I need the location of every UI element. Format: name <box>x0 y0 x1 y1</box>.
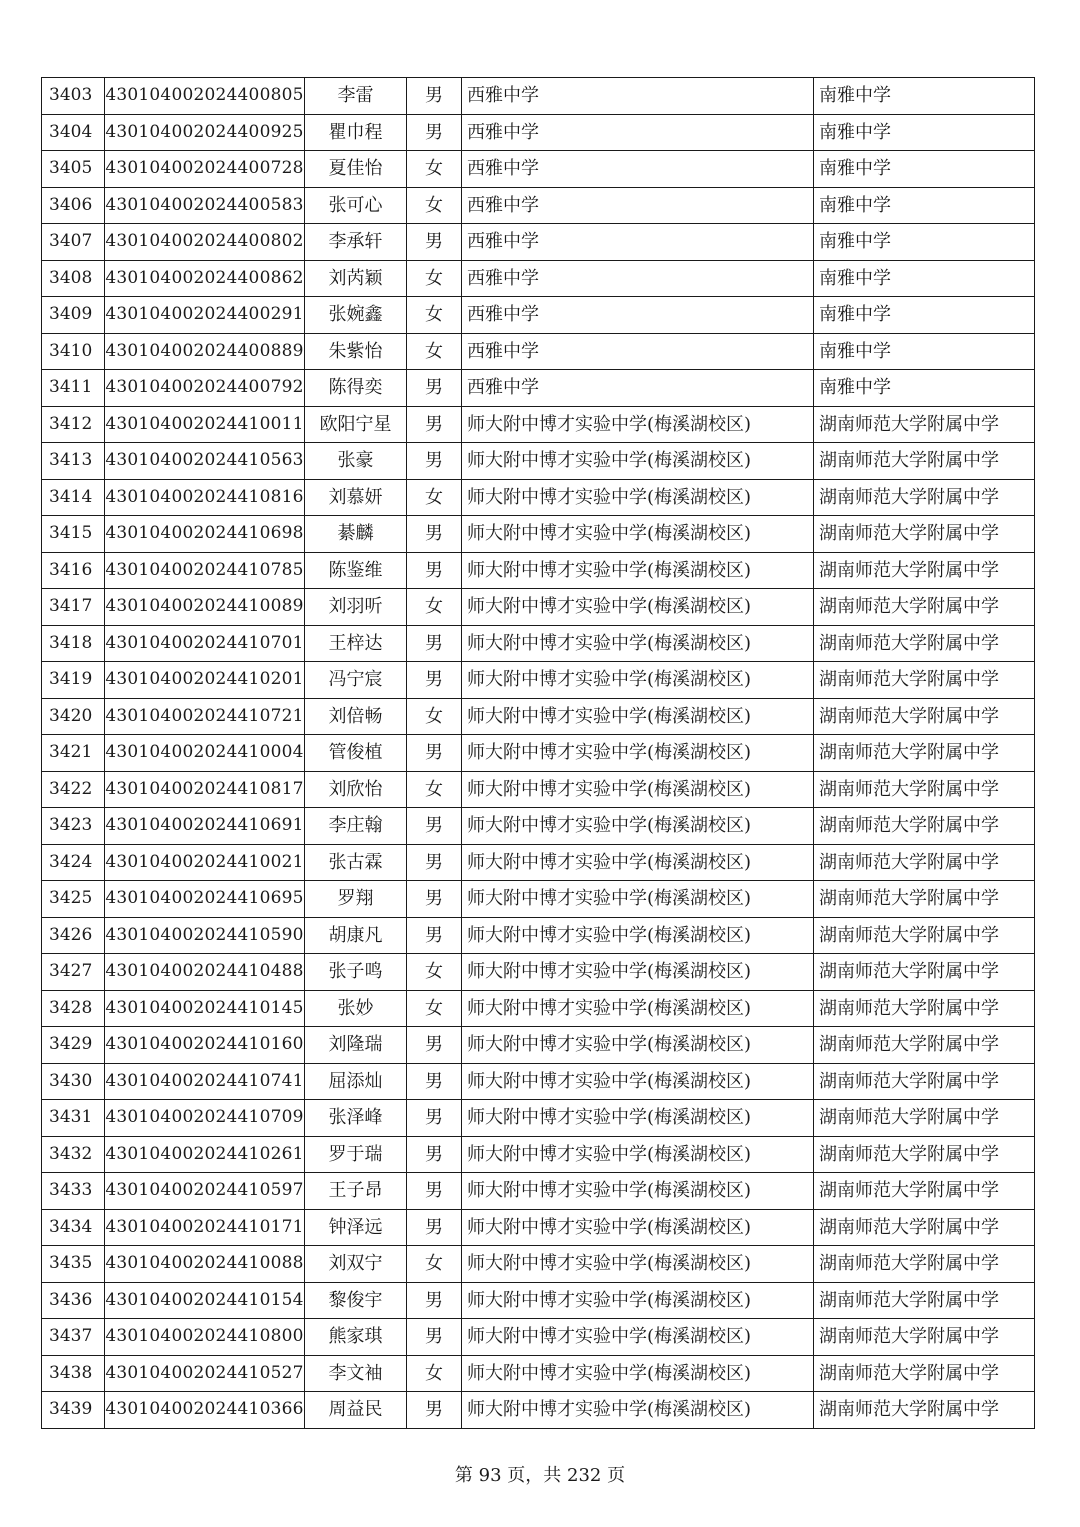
table-row <box>42 1392 1035 1429</box>
roster-table-container <box>41 77 1034 1429</box>
cell-gender: 男 <box>407 808 462 845</box>
cell-current-school: 师大附中博才实验中学(梅溪湖校区) <box>462 698 814 735</box>
cell-registration-id: 430104002024410004 <box>105 735 305 772</box>
cell-sequence-number: 3437 <box>42 1319 105 1356</box>
cell-registration-id: 430104002024410816 <box>105 479 305 516</box>
table-row <box>42 443 1035 480</box>
cell-registration-id: 430104002024410160 <box>105 1027 305 1064</box>
cell-admitted-school: 湖南师范大学附属中学 <box>814 1136 1035 1173</box>
table-row <box>42 844 1035 881</box>
table-row <box>42 260 1035 297</box>
cell-student-name: 屈添灿 <box>305 1063 407 1100</box>
table-row <box>42 698 1035 735</box>
cell-admitted-school: 湖南师范大学附属中学 <box>814 844 1035 881</box>
cell-student-name: 黎俊宇 <box>305 1282 407 1319</box>
cell-admitted-school: 南雅中学 <box>814 333 1035 370</box>
cell-registration-id: 430104002024410261 <box>105 1136 305 1173</box>
cell-gender: 女 <box>407 333 462 370</box>
cell-current-school: 西雅中学 <box>462 370 814 407</box>
cell-sequence-number: 3403 <box>42 78 105 115</box>
cell-registration-id: 430104002024410800 <box>105 1319 305 1356</box>
cell-sequence-number: 3420 <box>42 698 105 735</box>
cell-gender: 女 <box>407 1246 462 1283</box>
cell-registration-id: 430104002024410597 <box>105 1173 305 1210</box>
cell-admitted-school: 湖南师范大学附属中学 <box>814 406 1035 443</box>
cell-sequence-number: 3405 <box>42 151 105 188</box>
cell-current-school: 西雅中学 <box>462 224 814 261</box>
cell-student-name: 瞿巾程 <box>305 114 407 151</box>
table-row <box>42 1100 1035 1137</box>
cell-gender: 女 <box>407 151 462 188</box>
cell-student-name: 李承轩 <box>305 224 407 261</box>
cell-admitted-school: 湖南师范大学附属中学 <box>814 662 1035 699</box>
cell-registration-id: 430104002024410563 <box>105 443 305 480</box>
cell-admitted-school: 湖南师范大学附属中学 <box>814 443 1035 480</box>
table-row <box>42 1246 1035 1283</box>
table-row <box>42 1319 1035 1356</box>
cell-current-school: 西雅中学 <box>462 114 814 151</box>
cell-student-name: 熊家琪 <box>305 1319 407 1356</box>
cell-student-name: 管俊植 <box>305 735 407 772</box>
cell-registration-id: 430104002024400792 <box>105 370 305 407</box>
cell-admitted-school: 湖南师范大学附属中学 <box>814 1319 1035 1356</box>
cell-admitted-school: 湖南师范大学附属中学 <box>814 917 1035 954</box>
cell-current-school: 师大附中博才实验中学(梅溪湖校区) <box>462 406 814 443</box>
cell-gender: 女 <box>407 698 462 735</box>
cell-student-name: 张妙 <box>305 990 407 1027</box>
cell-gender: 男 <box>407 844 462 881</box>
cell-sequence-number: 3426 <box>42 917 105 954</box>
cell-gender: 男 <box>407 516 462 553</box>
cell-admitted-school: 湖南师范大学附属中学 <box>814 1209 1035 1246</box>
cell-sequence-number: 3410 <box>42 333 105 370</box>
cell-gender: 女 <box>407 990 462 1027</box>
table-row <box>42 1136 1035 1173</box>
cell-student-name: 綦麟 <box>305 516 407 553</box>
cell-current-school: 师大附中博才实验中学(梅溪湖校区) <box>462 990 814 1027</box>
cell-current-school: 西雅中学 <box>462 260 814 297</box>
cell-admitted-school: 湖南师范大学附属中学 <box>814 735 1035 772</box>
cell-student-name: 朱紫怡 <box>305 333 407 370</box>
cell-registration-id: 430104002024410817 <box>105 771 305 808</box>
cell-admitted-school: 湖南师范大学附属中学 <box>814 1246 1035 1283</box>
cell-student-name: 李雷 <box>305 78 407 115</box>
cell-sequence-number: 3415 <box>42 516 105 553</box>
cell-student-name: 欧阳宁星 <box>305 406 407 443</box>
cell-current-school: 师大附中博才实验中学(梅溪湖校区) <box>462 735 814 772</box>
cell-registration-id: 430104002024410721 <box>105 698 305 735</box>
table-row <box>42 917 1035 954</box>
cell-sequence-number: 3418 <box>42 625 105 662</box>
cell-registration-id: 430104002024410741 <box>105 1063 305 1100</box>
cell-current-school: 师大附中博才实验中学(梅溪湖校区) <box>462 1246 814 1283</box>
cell-registration-id: 430104002024400925 <box>105 114 305 151</box>
cell-admitted-school: 湖南师范大学附属中学 <box>814 771 1035 808</box>
cell-registration-id: 430104002024410698 <box>105 516 305 553</box>
cell-admitted-school: 湖南师范大学附属中学 <box>814 1027 1035 1064</box>
cell-gender: 男 <box>407 1282 462 1319</box>
cell-admitted-school: 南雅中学 <box>814 297 1035 334</box>
cell-gender: 女 <box>407 771 462 808</box>
cell-current-school: 师大附中博才实验中学(梅溪湖校区) <box>462 443 814 480</box>
cell-registration-id: 430104002024410021 <box>105 844 305 881</box>
cell-current-school: 师大附中博才实验中学(梅溪湖校区) <box>462 1100 814 1137</box>
cell-sequence-number: 3429 <box>42 1027 105 1064</box>
cell-sequence-number: 3431 <box>42 1100 105 1137</box>
cell-sequence-number: 3408 <box>42 260 105 297</box>
cell-admitted-school: 南雅中学 <box>814 260 1035 297</box>
cell-gender: 女 <box>407 479 462 516</box>
cell-current-school: 师大附中博才实验中学(梅溪湖校区) <box>462 1209 814 1246</box>
cell-current-school: 西雅中学 <box>462 333 814 370</box>
page-number-label: 第 93 页，共 232 页 <box>454 1465 626 1486</box>
cell-registration-id: 430104002024410695 <box>105 881 305 918</box>
cell-student-name: 钟泽远 <box>305 1209 407 1246</box>
cell-sequence-number: 3427 <box>42 954 105 991</box>
cell-gender: 男 <box>407 1173 462 1210</box>
cell-student-name: 张豪 <box>305 443 407 480</box>
cell-sequence-number: 3404 <box>42 114 105 151</box>
cell-gender: 女 <box>407 260 462 297</box>
cell-gender: 女 <box>407 1355 462 1392</box>
cell-gender: 男 <box>407 1063 462 1100</box>
cell-sequence-number: 3433 <box>42 1173 105 1210</box>
cell-gender: 男 <box>407 370 462 407</box>
cell-sequence-number: 3434 <box>42 1209 105 1246</box>
table-row <box>42 1282 1035 1319</box>
cell-sequence-number: 3432 <box>42 1136 105 1173</box>
cell-admitted-school: 南雅中学 <box>814 78 1035 115</box>
cell-registration-id: 430104002024410366 <box>105 1392 305 1429</box>
table-row <box>42 1063 1035 1100</box>
cell-sequence-number: 3409 <box>42 297 105 334</box>
cell-sequence-number: 3424 <box>42 844 105 881</box>
cell-admitted-school: 湖南师范大学附属中学 <box>814 990 1035 1027</box>
cell-sequence-number: 3430 <box>42 1063 105 1100</box>
cell-gender: 男 <box>407 1209 462 1246</box>
cell-registration-id: 430104002024410590 <box>105 917 305 954</box>
cell-current-school: 师大附中博才实验中学(梅溪湖校区) <box>462 1136 814 1173</box>
cell-admitted-school: 南雅中学 <box>814 151 1035 188</box>
cell-gender: 男 <box>407 1392 462 1429</box>
cell-registration-id: 430104002024410089 <box>105 589 305 626</box>
cell-registration-id: 430104002024410011 <box>105 406 305 443</box>
cell-gender: 男 <box>407 1136 462 1173</box>
cell-gender: 男 <box>407 625 462 662</box>
cell-sequence-number: 3435 <box>42 1246 105 1283</box>
cell-registration-id: 430104002024410709 <box>105 1100 305 1137</box>
cell-gender: 男 <box>407 1100 462 1137</box>
table-row <box>42 881 1035 918</box>
cell-sequence-number: 3416 <box>42 552 105 589</box>
cell-gender: 男 <box>407 917 462 954</box>
cell-student-name: 罗于瑞 <box>305 1136 407 1173</box>
cell-admitted-school: 南雅中学 <box>814 224 1035 261</box>
cell-registration-id: 430104002024410701 <box>105 625 305 662</box>
cell-current-school: 西雅中学 <box>462 151 814 188</box>
table-row <box>42 808 1035 845</box>
cell-gender: 女 <box>407 187 462 224</box>
cell-registration-id: 430104002024400291 <box>105 297 305 334</box>
cell-sequence-number: 3439 <box>42 1392 105 1429</box>
cell-admitted-school: 湖南师范大学附属中学 <box>814 1063 1035 1100</box>
cell-admitted-school: 湖南师范大学附属中学 <box>814 808 1035 845</box>
cell-sequence-number: 3428 <box>42 990 105 1027</box>
table-row <box>42 78 1035 115</box>
cell-current-school: 师大附中博才实验中学(梅溪湖校区) <box>462 1027 814 1064</box>
cell-student-name: 刘芮颖 <box>305 260 407 297</box>
cell-admitted-school: 湖南师范大学附属中学 <box>814 516 1035 553</box>
roster-table-body <box>42 78 1035 1429</box>
cell-gender: 男 <box>407 114 462 151</box>
table-row <box>42 224 1035 261</box>
cell-sequence-number: 3406 <box>42 187 105 224</box>
cell-registration-id: 430104002024400889 <box>105 333 305 370</box>
table-row <box>42 114 1035 151</box>
cell-admitted-school: 南雅中学 <box>814 370 1035 407</box>
cell-admitted-school: 湖南师范大学附属中学 <box>814 589 1035 626</box>
cell-registration-id: 430104002024410088 <box>105 1246 305 1283</box>
cell-admitted-school: 湖南师范大学附属中学 <box>814 1100 1035 1137</box>
table-row <box>42 516 1035 553</box>
table-row <box>42 625 1035 662</box>
table-row <box>42 735 1035 772</box>
cell-sequence-number: 3421 <box>42 735 105 772</box>
cell-student-name: 李文袖 <box>305 1355 407 1392</box>
cell-sequence-number: 3423 <box>42 808 105 845</box>
cell-registration-id: 430104002024410785 <box>105 552 305 589</box>
cell-student-name: 刘倍畅 <box>305 698 407 735</box>
table-row <box>42 589 1035 626</box>
cell-gender: 男 <box>407 1319 462 1356</box>
page-footer <box>0 1461 1080 1487</box>
cell-current-school: 师大附中博才实验中学(梅溪湖校区) <box>462 808 814 845</box>
cell-registration-id: 430104002024400583 <box>105 187 305 224</box>
cell-sequence-number: 3425 <box>42 881 105 918</box>
cell-registration-id: 430104002024400802 <box>105 224 305 261</box>
cell-current-school: 师大附中博才实验中学(梅溪湖校区) <box>462 589 814 626</box>
cell-admitted-school: 湖南师范大学附属中学 <box>814 1392 1035 1429</box>
cell-current-school: 西雅中学 <box>462 78 814 115</box>
cell-student-name: 刘慕妍 <box>305 479 407 516</box>
table-row <box>42 552 1035 589</box>
cell-gender: 男 <box>407 406 462 443</box>
cell-sequence-number: 3419 <box>42 662 105 699</box>
cell-current-school: 师大附中博才实验中学(梅溪湖校区) <box>462 1282 814 1319</box>
cell-current-school: 师大附中博才实验中学(梅溪湖校区) <box>462 1063 814 1100</box>
cell-student-name: 张可心 <box>305 187 407 224</box>
cell-admitted-school: 湖南师范大学附属中学 <box>814 881 1035 918</box>
cell-current-school: 师大附中博才实验中学(梅溪湖校区) <box>462 1392 814 1429</box>
cell-gender: 男 <box>407 78 462 115</box>
cell-student-name: 夏佳怡 <box>305 151 407 188</box>
cell-current-school: 师大附中博才实验中学(梅溪湖校区) <box>462 1355 814 1392</box>
table-row <box>42 406 1035 443</box>
cell-sequence-number: 3422 <box>42 771 105 808</box>
cell-admitted-school: 湖南师范大学附属中学 <box>814 1282 1035 1319</box>
cell-gender: 男 <box>407 735 462 772</box>
cell-student-name: 王子昂 <box>305 1173 407 1210</box>
cell-student-name: 陈得奕 <box>305 370 407 407</box>
cell-registration-id: 430104002024410171 <box>105 1209 305 1246</box>
cell-student-name: 李庄翰 <box>305 808 407 845</box>
cell-registration-id: 430104002024410154 <box>105 1282 305 1319</box>
cell-registration-id: 430104002024400862 <box>105 260 305 297</box>
cell-student-name: 周益民 <box>305 1392 407 1429</box>
cell-student-name: 王梓达 <box>305 625 407 662</box>
cell-sequence-number: 3412 <box>42 406 105 443</box>
cell-sequence-number: 3417 <box>42 589 105 626</box>
table-row <box>42 1355 1035 1392</box>
cell-admitted-school: 湖南师范大学附属中学 <box>814 552 1035 589</box>
cell-current-school: 师大附中博才实验中学(梅溪湖校区) <box>462 516 814 553</box>
cell-current-school: 师大附中博才实验中学(梅溪湖校区) <box>462 917 814 954</box>
cell-registration-id: 430104002024400728 <box>105 151 305 188</box>
cell-student-name: 张古霖 <box>305 844 407 881</box>
table-row <box>42 1027 1035 1064</box>
cell-current-school: 师大附中博才实验中学(梅溪湖校区) <box>462 552 814 589</box>
cell-gender: 女 <box>407 589 462 626</box>
cell-student-name: 张子鸣 <box>305 954 407 991</box>
table-row <box>42 954 1035 991</box>
cell-student-name: 冯宁宸 <box>305 662 407 699</box>
table-row <box>42 370 1035 407</box>
cell-registration-id: 430104002024410145 <box>105 990 305 1027</box>
cell-student-name: 陈鉴维 <box>305 552 407 589</box>
cell-student-name: 刘隆瑞 <box>305 1027 407 1064</box>
cell-gender: 男 <box>407 224 462 261</box>
cell-admitted-school: 湖南师范大学附属中学 <box>814 1173 1035 1210</box>
cell-student-name: 罗翔 <box>305 881 407 918</box>
cell-current-school: 师大附中博才实验中学(梅溪湖校区) <box>462 625 814 662</box>
cell-current-school: 师大附中博才实验中学(梅溪湖校区) <box>462 1319 814 1356</box>
cell-gender: 男 <box>407 443 462 480</box>
cell-sequence-number: 3407 <box>42 224 105 261</box>
cell-registration-id: 430104002024410488 <box>105 954 305 991</box>
cell-registration-id: 430104002024410691 <box>105 808 305 845</box>
cell-admitted-school: 湖南师范大学附属中学 <box>814 954 1035 991</box>
cell-admitted-school: 南雅中学 <box>814 114 1035 151</box>
table-row <box>42 1209 1035 1246</box>
cell-student-name: 张泽峰 <box>305 1100 407 1137</box>
cell-sequence-number: 3414 <box>42 479 105 516</box>
cell-registration-id: 430104002024410201 <box>105 662 305 699</box>
cell-gender: 女 <box>407 954 462 991</box>
table-row <box>42 479 1035 516</box>
table-row <box>42 187 1035 224</box>
table-row <box>42 771 1035 808</box>
cell-current-school: 师大附中博才实验中学(梅溪湖校区) <box>462 662 814 699</box>
table-row <box>42 1173 1035 1210</box>
cell-gender: 男 <box>407 1027 462 1064</box>
cell-gender: 男 <box>407 662 462 699</box>
cell-current-school: 师大附中博才实验中学(梅溪湖校区) <box>462 881 814 918</box>
table-row <box>42 990 1035 1027</box>
cell-admitted-school: 湖南师范大学附属中学 <box>814 479 1035 516</box>
cell-sequence-number: 3436 <box>42 1282 105 1319</box>
cell-sequence-number: 3411 <box>42 370 105 407</box>
table-row <box>42 297 1035 334</box>
cell-admitted-school: 湖南师范大学附属中学 <box>814 625 1035 662</box>
cell-registration-id: 430104002024410527 <box>105 1355 305 1392</box>
table-row <box>42 151 1035 188</box>
table-row <box>42 333 1035 370</box>
cell-sequence-number: 3438 <box>42 1355 105 1392</box>
cell-student-name: 刘双宁 <box>305 1246 407 1283</box>
table-row <box>42 662 1035 699</box>
cell-current-school: 师大附中博才实验中学(梅溪湖校区) <box>462 954 814 991</box>
cell-current-school: 西雅中学 <box>462 187 814 224</box>
cell-student-name: 张婉鑫 <box>305 297 407 334</box>
cell-student-name: 刘羽听 <box>305 589 407 626</box>
cell-admitted-school: 南雅中学 <box>814 187 1035 224</box>
cell-registration-id: 430104002024400805 <box>105 78 305 115</box>
cell-gender: 女 <box>407 297 462 334</box>
cell-admitted-school: 湖南师范大学附属中学 <box>814 698 1035 735</box>
cell-current-school: 师大附中博才实验中学(梅溪湖校区) <box>462 479 814 516</box>
cell-student-name: 胡康凡 <box>305 917 407 954</box>
cell-current-school: 西雅中学 <box>462 297 814 334</box>
cell-gender: 男 <box>407 881 462 918</box>
cell-current-school: 师大附中博才实验中学(梅溪湖校区) <box>462 844 814 881</box>
cell-current-school: 师大附中博才实验中学(梅溪湖校区) <box>462 1173 814 1210</box>
cell-sequence-number: 3413 <box>42 443 105 480</box>
cell-admitted-school: 湖南师范大学附属中学 <box>814 1355 1035 1392</box>
cell-gender: 男 <box>407 552 462 589</box>
cell-current-school: 师大附中博才实验中学(梅溪湖校区) <box>462 771 814 808</box>
roster-table <box>41 77 1035 1429</box>
cell-student-name: 刘欣怡 <box>305 771 407 808</box>
